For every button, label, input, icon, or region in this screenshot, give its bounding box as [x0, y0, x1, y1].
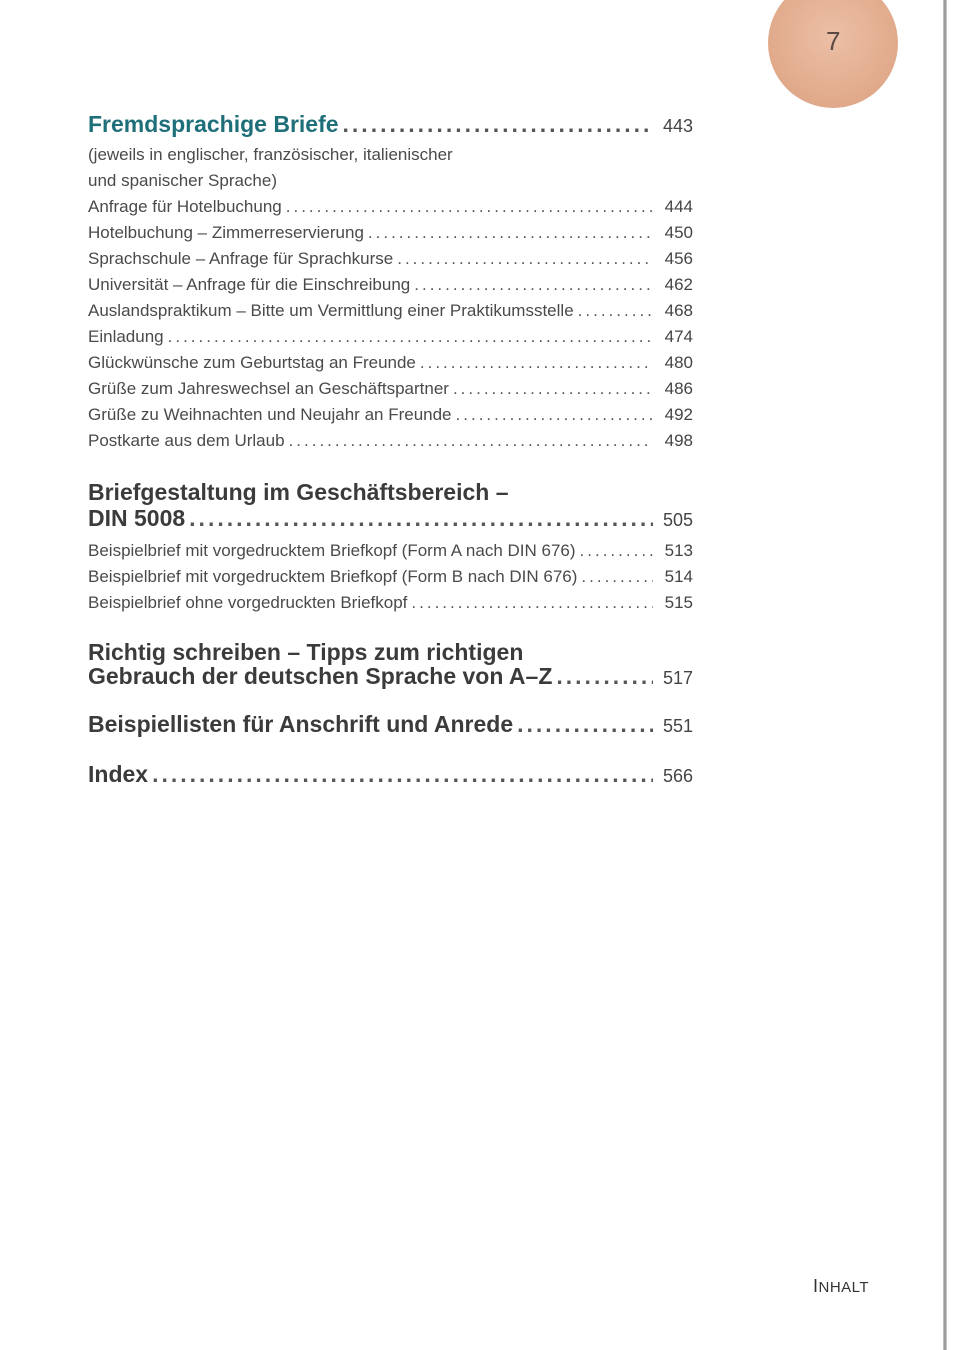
section-title: DIN 5008 [88, 505, 186, 531]
toc-entry[interactable] [88, 538, 693, 564]
dot-leader [289, 428, 653, 454]
page-ref: 566 [662, 766, 693, 786]
dot-leader [286, 194, 653, 220]
section-title: Fremdsprachige Briefe [88, 111, 339, 137]
page-ref: 456 [664, 249, 693, 268]
page-ref: 517 [662, 668, 693, 688]
toc-heading-row[interactable] [88, 112, 693, 138]
page-ref: 480 [664, 353, 693, 372]
note-line: und spanischer Sprache) [88, 171, 278, 190]
section-title: Index [88, 761, 149, 787]
toc-entry[interactable] [88, 350, 693, 376]
toc-entry[interactable] [88, 376, 693, 402]
toc-entry[interactable] [88, 194, 693, 220]
section-title-line: Briefgestaltung im Geschäftsbereich – [88, 479, 509, 505]
section-title: Beispiellisten für Anschrift und Anrede [88, 711, 514, 737]
section-richtig-schreiben [88, 640, 693, 690]
dot-leader [453, 376, 653, 402]
section-index [88, 762, 693, 788]
entry-label: Universität – Anfrage für die Einschreibung [88, 275, 411, 294]
toc-heading-row[interactable] [88, 712, 693, 738]
entry-label: Beispielbrief mit vorgedrucktem Briefkopf (Form B nach DIN 676) [88, 567, 578, 586]
entry-label: Hotelbuchung – Zimmerreservierung [88, 223, 364, 242]
page-ref: 515 [664, 593, 693, 612]
entry-label: Beispielbrief ohne vorgedruckten Briefkopf [88, 593, 408, 612]
page-ref: 443 [662, 116, 693, 136]
entry-label: Grüße zu Weihnachten und Neujahr an Freunde [88, 405, 452, 424]
page-ref: 513 [664, 541, 693, 560]
dot-leader [420, 350, 653, 376]
toc-entry[interactable] [88, 220, 693, 246]
entry-label: Glückwünsche zum Geburtstag an Freunde [88, 353, 416, 372]
page-ref: 551 [662, 716, 693, 736]
dot-leader [556, 664, 653, 688]
entry-label: Grüße zum Jahreswechsel an Geschäftspartner [88, 379, 449, 398]
toc-entry[interactable] [88, 590, 693, 616]
toc-entry[interactable] [88, 324, 693, 350]
page-ref: 450 [664, 223, 693, 242]
page-ref: 498 [664, 431, 693, 450]
page-ref: 474 [664, 327, 693, 346]
entry-label: Einladung [88, 327, 164, 346]
note-line: (jeweils in englischer, französischer, italienischer [88, 145, 453, 164]
toc-entry[interactable] [88, 402, 693, 428]
toc-heading-row[interactable] [88, 664, 693, 690]
section-title: Gebrauch der deutschen Sprache von A–Z [88, 663, 553, 689]
section-beispiellisten [88, 712, 693, 738]
entry-label: Sprachschule – Anfrage für Sprachkurse [88, 249, 394, 268]
page-number: 7 [826, 26, 841, 56]
entry-list [88, 538, 693, 616]
page-ref: 514 [664, 567, 693, 586]
footer-rest: NHALT [818, 1279, 870, 1296]
dot-leader [189, 506, 653, 530]
dot-leader [578, 298, 653, 324]
dot-leader [580, 538, 653, 564]
entry-label: Beispielbrief mit vorgedrucktem Briefkopf (Form A nach DIN 676) [88, 541, 576, 560]
section-note [88, 142, 693, 194]
dot-leader [397, 246, 653, 272]
dot-leader [168, 324, 653, 350]
dot-leader [343, 112, 653, 136]
dot-leader [152, 762, 653, 786]
entry-list [88, 194, 693, 454]
running-footer [813, 1276, 869, 1297]
page-edge-shadow [943, 0, 947, 1350]
page-ref: 492 [664, 405, 693, 424]
page-ref: 444 [664, 197, 693, 216]
page-ref: 468 [664, 301, 693, 320]
page-ref: 486 [664, 379, 693, 398]
page-ref: 505 [662, 510, 693, 530]
section-fremdsprachige-briefe [88, 112, 693, 454]
toc-entry[interactable] [88, 272, 693, 298]
dot-leader [368, 220, 653, 246]
footer-initial: I [813, 1276, 819, 1296]
page-ref: 462 [664, 275, 693, 294]
entry-label: Anfrage für Hotelbuchung [88, 197, 282, 216]
dot-leader [456, 402, 653, 428]
toc-entry[interactable] [88, 246, 693, 272]
toc-entry[interactable] [88, 564, 693, 590]
table-of-contents [88, 112, 693, 788]
toc-entry[interactable] [88, 298, 693, 324]
section-title-line: Richtig schreiben – Tipps zum richtigen [88, 639, 524, 665]
dot-leader [581, 564, 653, 590]
entry-label: Postkarte aus dem Urlaub [88, 431, 285, 450]
dot-leader [517, 712, 653, 736]
toc-heading-row[interactable] [88, 762, 693, 788]
dot-leader [414, 272, 653, 298]
entry-label: Auslandspraktikum – Bitte um Vermittlung einer Praktikumsstelle [88, 301, 574, 320]
dot-leader [411, 590, 653, 616]
section-briefgestaltung [88, 480, 693, 616]
toc-entry[interactable] [88, 428, 693, 454]
toc-heading-row[interactable] [88, 506, 693, 532]
